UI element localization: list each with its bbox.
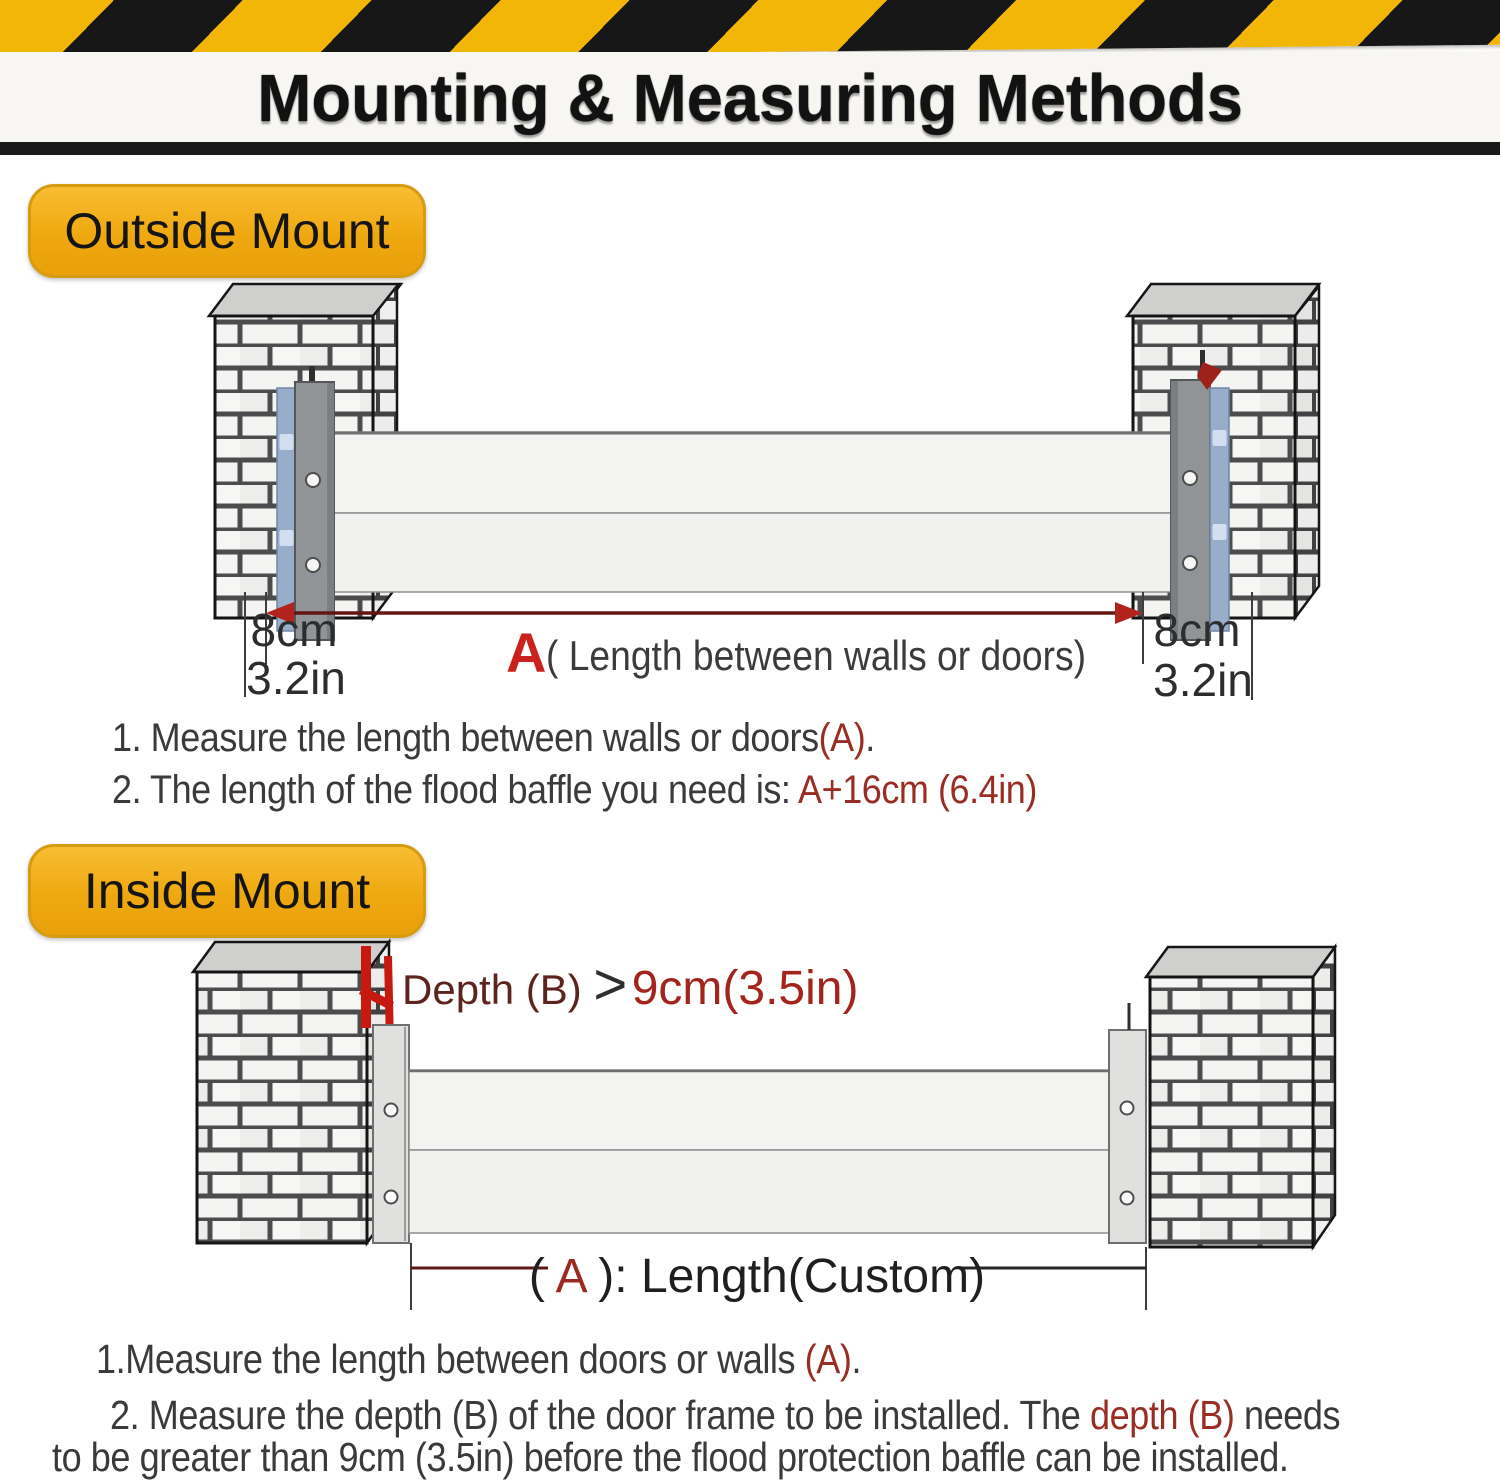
flood-baffle-panel-bottom [333,513,1173,592]
outside-step-1 [112,716,875,761]
inside-right-pillar-side [1313,947,1335,1247]
inside-left-channel [373,1025,409,1243]
inside-step1-text: 1.Measure the length between doors or walls [96,1336,805,1382]
screw-hole [306,558,320,572]
outside-step-2 [112,768,1037,813]
right-seal-strip [1210,388,1229,631]
inside-step2-highlight: depth (B) [1089,1392,1235,1438]
span-letter-a: A [506,621,547,684]
left-seal-tab [280,530,294,546]
inside-baffle-panel-bottom [409,1150,1109,1233]
outside-step2-text: 2. The length of the flood baffle you need is: [112,768,799,812]
right-bracket-edge [1171,381,1178,639]
length-label-open: ( [528,1250,545,1303]
screw-hole [1121,1102,1134,1115]
screw-hole [1121,1192,1134,1205]
inside-step2-text-c: to be greater than 9cm (3.5in) before the flood protection baffle can be installed. [52,1434,1289,1480]
inside-mount-badge-label: Inside Mount [83,863,371,919]
screw-hole [306,473,320,487]
left-offset-cm-label: 8cm [250,604,338,656]
screw-hole [385,1191,398,1204]
outside-mount-badge [28,184,426,278]
outside-mount-badge-label: Outside Mount [64,203,390,259]
inside-mount-badge [28,844,426,938]
inside-step2-text-a: 2. Measure the depth (B) of the door frame to be installed. The [110,1392,1090,1438]
inside-right-pillar-front [1150,977,1313,1247]
left-bracket-edge [327,383,334,639]
right-offset-cm-label: 8cm [1153,604,1241,656]
outside-step1-highlight: (A) [818,716,866,760]
outside-step1-period: . [865,716,875,760]
left-offset-in-label: 3.2in [246,652,346,704]
screw-hole [385,1104,398,1117]
inside-length-label [529,1250,985,1303]
inside-step2-text-b: needs [1234,1392,1341,1438]
outside-step1-text: 1. Measure the length between walls or doors [112,716,819,760]
inside-left-pillar-front [197,972,367,1243]
inside-right-pillar-top [1146,947,1335,977]
depth-gt-sign: > [593,952,628,1017]
inside-baffle-panel-top [409,1070,1109,1150]
depth-value-text: 9cm(3.5in) [631,962,859,1015]
depth-label [402,952,858,1017]
right-offset-in-label: 3.2in [1153,654,1253,706]
inside-left-pillar-top [193,942,389,972]
screw-hole [1183,556,1197,570]
outside-step2-highlight: A+16cm (6.4in) [798,768,1037,812]
inside-right-channel [1109,1030,1146,1243]
outside-right-pillar-top [1127,284,1319,316]
flood-baffle-panel-top [333,432,1173,513]
length-label-rest: ): Length(Custom) [598,1250,986,1303]
span-description: ( Length between walls or doors) [546,632,1086,679]
inside-step1-highlight: (A) [804,1336,852,1382]
inside-step-1 [96,1336,861,1383]
depth-label-text: Depth (B) [402,966,594,1013]
inside-mount-diagram [193,942,1335,1310]
inside-step-2-line-2 [52,1434,1288,1481]
outside-left-pillar-top [209,284,401,316]
right-seal-tab [1213,430,1227,446]
left-seal-tab [280,434,294,450]
page-title: Mounting & Measuring Methods [257,61,1243,136]
outside-mount-diagram [209,284,1319,706]
length-label-letter: A [555,1250,585,1303]
inside-step-2-line-1 [110,1392,1340,1439]
inside-step1-period: . [851,1336,862,1382]
right-seal-tab [1213,524,1227,540]
outside-right-pillar-side [1295,286,1319,618]
screw-hole [1183,471,1197,485]
left-seal-strip [277,388,296,631]
